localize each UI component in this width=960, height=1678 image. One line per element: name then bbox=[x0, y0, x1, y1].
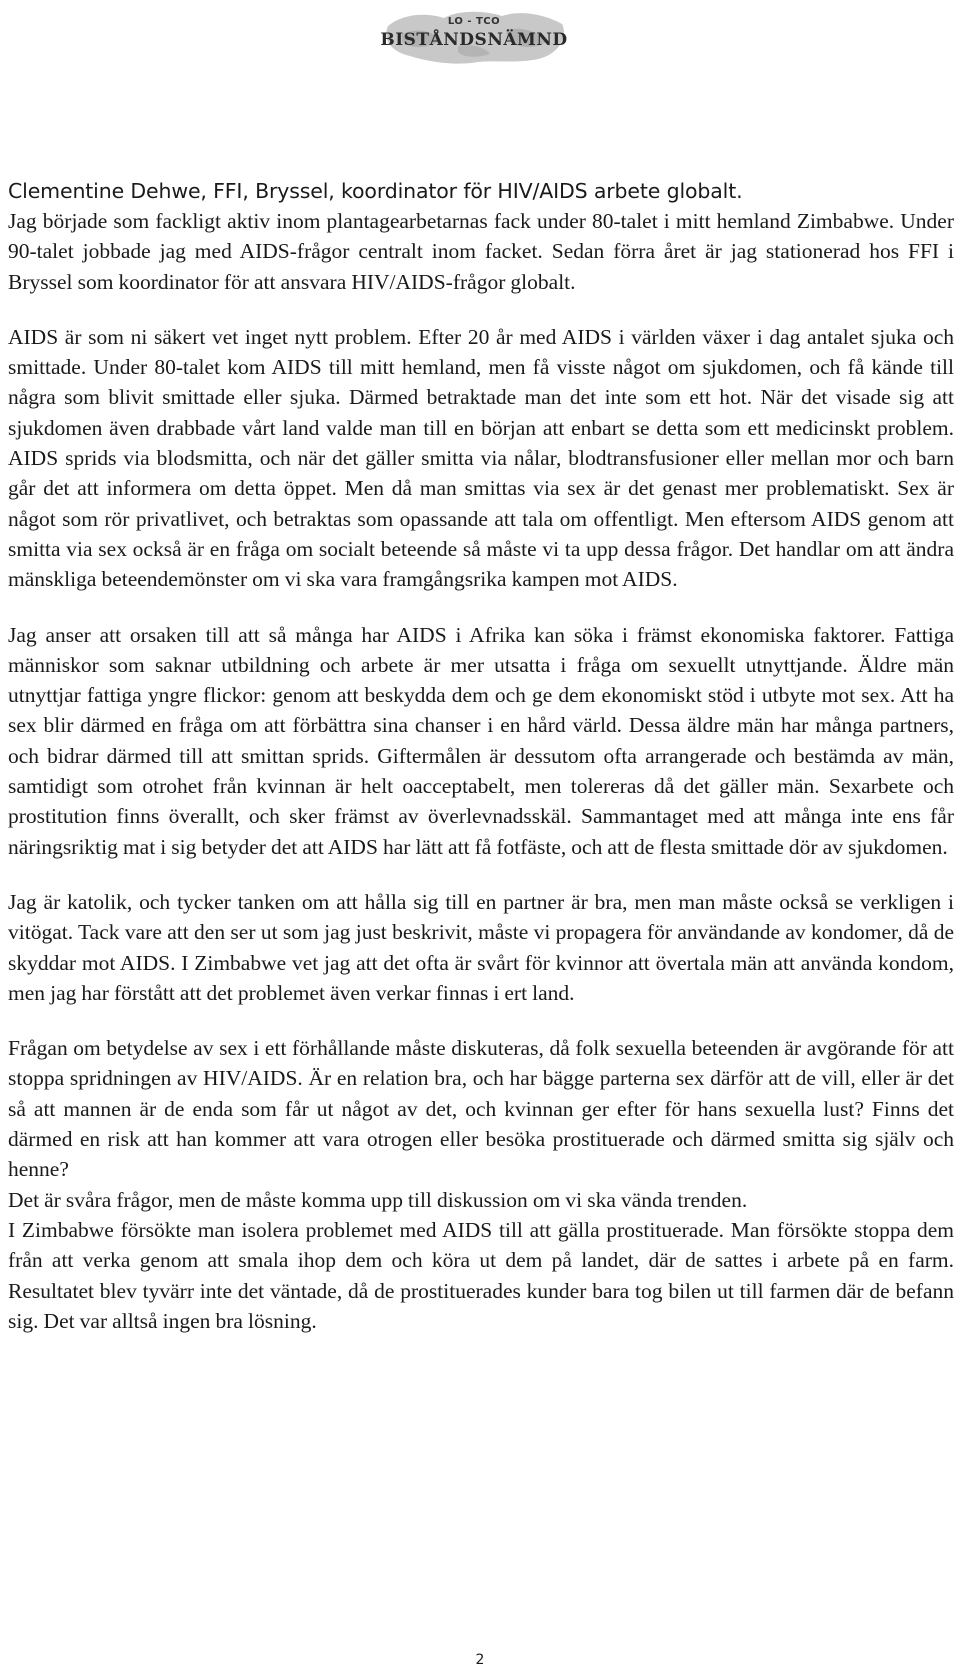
article-body bbox=[8, 176, 954, 1336]
paragraph-economic-factors: Jag anser att orsaken till att så många har AIDS i Afrika kan söka i främst ekonomiska faktorer. Fattiga människor som saknar utbildning och arbete är mer utsatta i fråga om sexuellt utnyttjande. Äldre män utnyttjar fattiga yngre flickor: genom att beskydda dem och ge dem ekonomiskt stöd i utbyte mot sex. Att ha sex blir därmed en fråga om att förbättra sina chanser i en hård värld. Dessa äldre män har många partners, och bidrar därmed till att smittan sprids. Giftermålen är dessutom ofta arrangerade och bestämda av män, samtidigt som otrohet från kvinnan är helt oacceptabelt, men tolereras då det gäller män. Sexarbete och prostitution finns överallt, och sker främst av överlevnadsskäl. Sammantaget med att många inte ens får näringsriktig mat i sig betyder det att AIDS har lätt att få fotfäste, och att de flesta smittade dör av sjukdomen. bbox=[8, 622, 954, 859]
paragraph-condoms: Jag är katolik, och tycker tanken om att hålla sig till en partner är bra, men man måste också se verkligen i vitögat. Tack vare att den ser ut som jag just beskrivit, måste vi propagera för användande av kondomer, då de skyddar mot AIDS. I Zimbabwe vet jag att det ofta är svårt för kvinnor att övertala män att använda kondom, men jag har förstått att det problemet även verkar finnas i ert land. bbox=[8, 889, 954, 1005]
logo-title: BISTÅNDSNÄMND bbox=[380, 30, 568, 50]
logo-subtitle: LO - TCO bbox=[447, 16, 501, 27]
paragraph-difficult-questions: Det är svåra frågor, men de måste komma upp till diskussion om vi ska vända trenden. bbox=[8, 1187, 748, 1212]
paragraph-zimbabwe-prostitution: I Zimbabwe försökte man isolera problemet med AIDS till att gälla prostituerade. Man försökte stoppa dem från att verka genom att smala ihop dem och köra ut dem på landet, där de sattes i arbete på en farm. Resultatet blev tyvärr inte det väntade, då de prostituerades kunder bara tog bilen ut till farmen där de befann sig. Det var alltså ingen bra lösning. bbox=[8, 1217, 954, 1333]
organization-logo bbox=[374, 6, 574, 68]
page-number: 2 bbox=[475, 1652, 485, 1668]
paragraph-relationships: Frågan om betydelse av sex i ett förhållande måste diskuteras, då folk sexuella beteenden är avgörande för att stoppa spridningen av HIV/AIDS. Är en relation bra, och har bägge parterna sex därför att de vill, eller är det så att mannen är de enda som får ut något av det, och kvinnan ger efter för hans sexuella lust? Finns det därmed en risk att han kommer att vara otrogen eller besöka prostituerade och därmed smitta sig själv och henne? bbox=[8, 1036, 954, 1182]
paragraph-intro: Jag började som fackligt aktiv inom plantagearbetarnas fack under 80-talet i mitt hemland Zimbabwe. Under 90-talet jobbade jag med AIDS-frågor centralt inom facket. Sedan förra året är jag stationerad hos FFI i Bryssel som koordinator för att ansvara HIV/AIDS-frågor globalt. bbox=[8, 209, 954, 294]
paragraph-aids-problem: AIDS är som ni säkert vet inget nytt problem. Efter 20 år med AIDS i världen växer i dag antalet sjuka och smittade. Under 80-talet kom AIDS till mitt hemland, men få visste något om sjukdomen, och få kände till några som blivit smittade eller sjuka. Därmed betraktade man det inte som ett hot. När det visade sig att sjukdomen även drabbade vårt land valde man till en början att enbart se detta som ett medicinskt problem. AIDS sprids via blodsmitta, och när det gäller smitta via nålar, blodtransfusioner eller mellan mor och barn går det att informera om detta öppet. Men då man smittas via sex är det genast mer problematiskt. Sex är något som rör privatlivet, och betraktas som opassande att tala om offentligt. Men eftersom AIDS genom att smitta via sex också är en fråga om socialt beteende så måste vi ta upp dessa frågor. Det handlar om att ändra mänskliga beteendemönster om vi ska vara framgångsrika kampen mot AIDS. bbox=[8, 324, 954, 592]
article-heading: Clementine Dehwe, FFI, Bryssel, koordinator för HIV/AIDS arbete globalt. bbox=[8, 179, 743, 203]
